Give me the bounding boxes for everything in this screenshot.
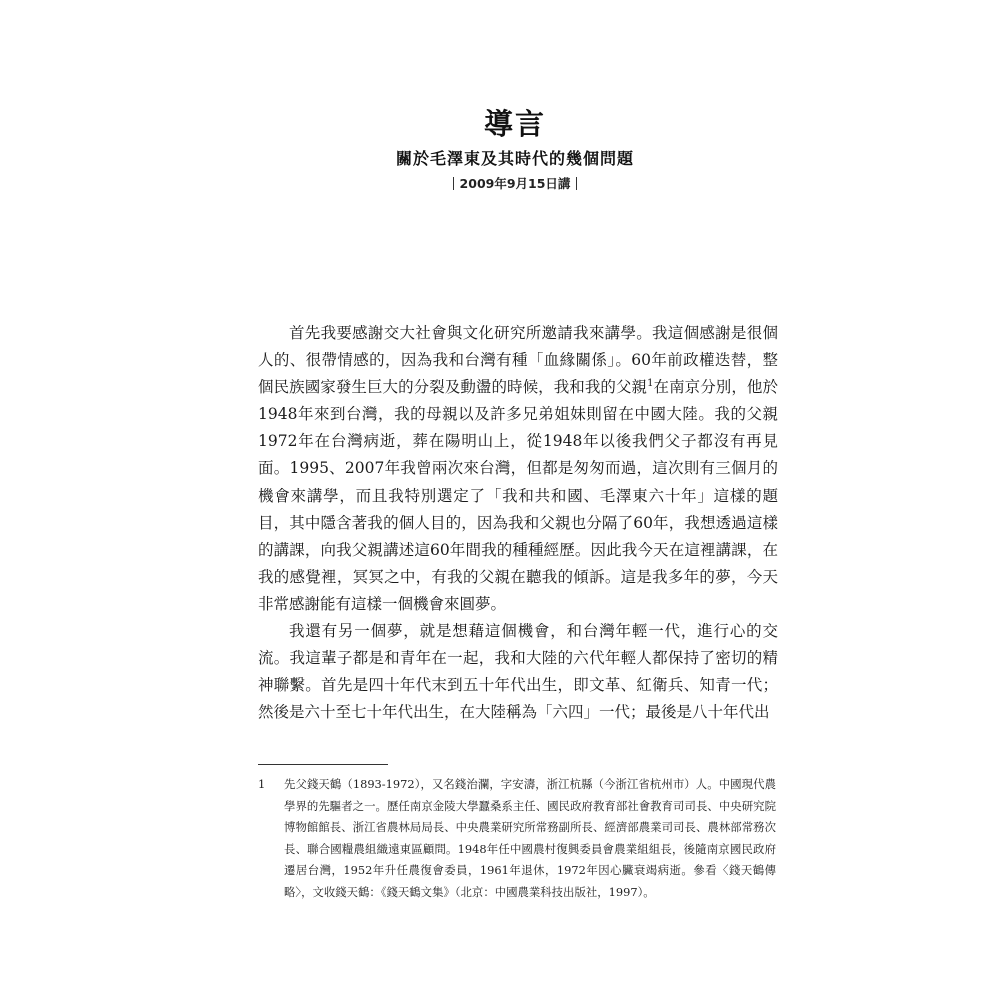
footnote-text: 先父錢天鶴（1893-1972），又名錢治瀾，字安濤，浙江杭縣（今浙江省杭州市）人。中國現代農學界的先驅者之一。歷任南京金陵大學蠶桑系主任、國民政府教育部社會教育司司長、中央研究院博物館館長、浙江省農林局局長、中央農業研究所常務副所長、經濟部農業司司長、農林部常務次長、聯合國糧農組織遠東區顧問。1948年任中國農村復興委員會農業組組長，後隨南京國民政府遷居台灣，1952年升任農復會委員，1961年退休，1972年因心臟衰竭病逝。參看〈錢天鶴傳略〉，文收錢天鶴：《錢天鶴文集》（北京：中國農業科技出版社，1997）。 xyxy=(284,777,776,899)
date-right-bar xyxy=(576,177,577,190)
footnote-divider xyxy=(258,764,388,765)
paragraph-2: 我還有另一個夢，就是想藉這個機會，和台灣年輕一代，進行心的交流。我這輩子都是和青年在一起，我和大陸的六代年輕人都保持了密切的精神聯繫。首先是四十年代末到五十年代出生，即文革、紅衛兵、知青一代；然後是六十至七十年代出生，在大陸稱為「六四」一代；最後是八十年代出 xyxy=(258,622,778,722)
body-text xyxy=(258,320,778,726)
footnote-number: 1 xyxy=(258,777,266,791)
lecture-date-text: 2009年9月15日講 xyxy=(459,176,571,191)
paragraph-1-part-1: 首先我要感謝交大社會與文化研究所邀請我來講學。我這個感謝是很個人的、很帶情感的，因為我和台灣有種「血緣關係」。60年前政權迭替，整個民族國家發生巨大的分裂及動盪的時候，我和我的父親 xyxy=(258,324,778,397)
date-left-bar xyxy=(453,177,454,190)
paragraph-1 xyxy=(258,320,778,618)
paragraph-1-part-2: 在南京分別，他於1948年來到台灣，我的母親以及許多兄弟姐妹則留在中國大陸。我的父親1972年在台灣病逝，葬在陽明山上，從1948年以後我們父子都沒有再見面。1995、2007年我曾兩次來台灣，但都是匆匆而過，這次則有三個月的機會來講學，而且我特別選定了「我和共和國、毛澤東六十年」這樣的題目，其中隱含著我的個人目的，因為我和父親也分隔了60年，我想透過這樣的講課，向我父親講述這60年間我的種種經歷。因此我今天在這裡講課，在我的感覺裡，冥冥之中，有我的父親在聽我的傾訴。這是我多年的夢，今天非常感謝能有這樣一個機會來圓夢。 xyxy=(258,378,778,613)
footnote-reference[interactable]: 1 xyxy=(647,378,654,390)
lecture-date xyxy=(0,174,1000,192)
chapter-title: 導言 xyxy=(483,107,546,141)
footnote xyxy=(258,774,776,904)
chapter-subtitle: 關於毛澤東及其時代的幾個問題 xyxy=(395,149,634,168)
